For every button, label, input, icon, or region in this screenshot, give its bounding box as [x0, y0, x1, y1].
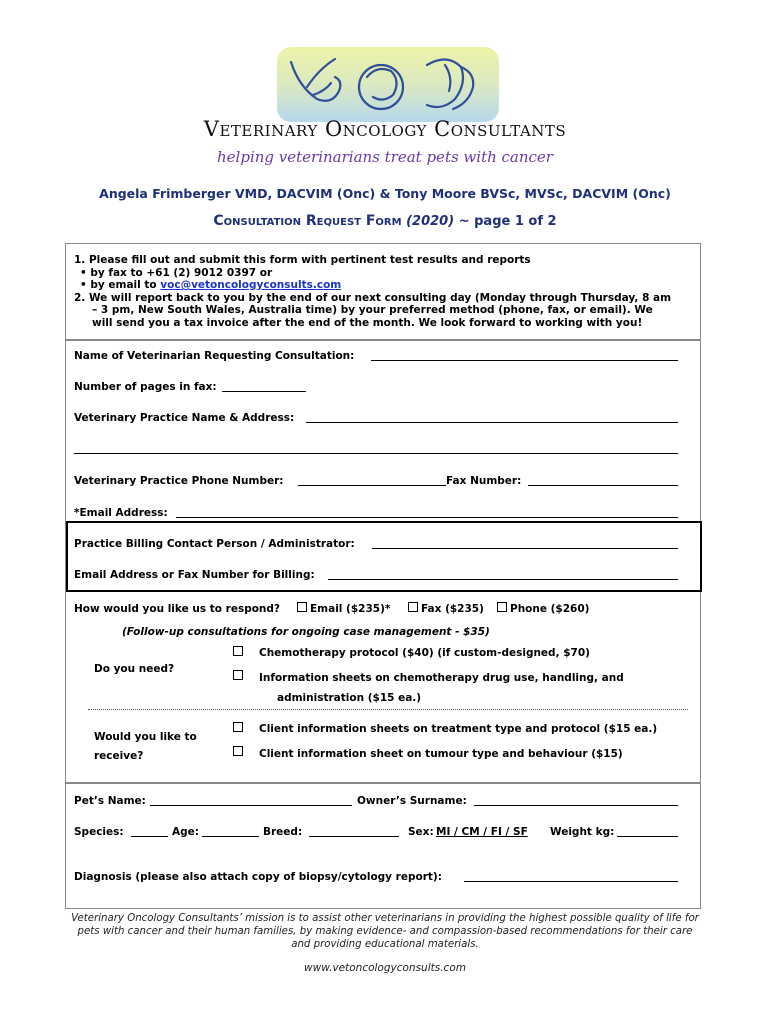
- weight-field[interactable]: [617, 836, 678, 837]
- mission-statement: Veterinary Oncology Consultants’ mission is to assist other veterinarians in providing the highest possible quality of life for pets with cancer and their human families, by making evidence- and compassion-based recommendations for their care and providing educational materials.: [71, 913, 699, 950]
- weight-label: Weight kg:: [550, 826, 615, 838]
- billing-box: [66, 521, 702, 592]
- receive-label-1: Would you like to: [94, 731, 197, 743]
- email-checkbox[interactable]: [297, 602, 307, 612]
- fax-label: Fax Number:: [446, 475, 522, 487]
- practice-label: Veterinary Practice Name & Address:: [74, 412, 295, 424]
- website-url[interactable]: www.vetoncologyconsults.com: [304, 962, 466, 974]
- fax-option: Fax ($235): [421, 603, 484, 615]
- instruction-1: 1. Please fill out and submit this form with pertinent test results and reports: [74, 254, 531, 266]
- pages-label: Number of pages in fax:: [74, 381, 217, 393]
- practice-field[interactable]: [306, 422, 678, 423]
- vet-name-label: Name of Veterinarian Requesting Consultation:: [74, 350, 355, 362]
- diagnosis-field[interactable]: [464, 881, 678, 882]
- billing-contact-label: Practice Billing Contact Person / Administrator:: [74, 538, 355, 550]
- client-treatment-checkbox[interactable]: [233, 722, 243, 732]
- tagline: helping veterinarians treat pets with cancer: [217, 148, 553, 166]
- phone-checkbox[interactable]: [497, 602, 507, 612]
- species-field[interactable]: [131, 836, 168, 837]
- billing-email-label: Email Address or Fax Number for Billing:: [74, 569, 315, 581]
- pages-field[interactable]: [222, 391, 306, 392]
- chemo-protocol-checkbox[interactable]: [233, 646, 243, 656]
- form-page: ~ page 1 of 2: [458, 214, 557, 229]
- brand-name: Veterinary Oncology Consultants: [203, 117, 567, 141]
- billing-email-field[interactable]: [328, 579, 678, 580]
- sex-label: Sex:: [408, 826, 434, 838]
- client-tumour-checkbox[interactable]: [233, 746, 243, 756]
- email-link[interactable]: voc@vetoncologyconsults.com: [160, 279, 342, 291]
- form-title-text: Consultation Request Form: [213, 213, 402, 229]
- instruction-fax: • by fax to +61 (2) 9012 0397 or: [80, 267, 273, 279]
- practice-field-2[interactable]: [74, 453, 678, 454]
- info-sheets-option: Information sheets on chemotherapy drug use, handling, and: [259, 672, 624, 684]
- vet-name-field[interactable]: [371, 360, 678, 361]
- receive-label-2: receive?: [94, 750, 144, 762]
- email-option: Email ($235)*: [310, 603, 391, 615]
- need-label: Do you need?: [94, 663, 175, 675]
- client-treatment-option: Client information sheets on treatment type and protocol ($15 ea.): [259, 723, 658, 735]
- email-label: *Email Address:: [74, 507, 168, 519]
- authors: Angela Frimberger VMD, DACVIM (Onc) & Tony Moore BVSc, MVSc, DACVIM (Onc): [99, 186, 671, 201]
- pet-name-field[interactable]: [150, 805, 352, 806]
- instruction-2: 2. We will report back to you by the end of our next consulting day (Monday through Thursday, 8 am: [74, 292, 672, 304]
- fax-checkbox[interactable]: [408, 602, 418, 612]
- instruction-email-prefix: • by email to: [80, 279, 161, 291]
- diagnosis-label: Diagnosis (please also attach copy of biopsy/cytology report):: [74, 871, 442, 883]
- age-label: Age:: [172, 826, 199, 838]
- respond-question: How would you like us to respond?: [74, 603, 281, 615]
- instruction-2c: will send you a tax invoice after the end of the month. We look forward to working with you!: [92, 317, 643, 329]
- section-divider: [88, 709, 688, 710]
- form-title: [0, 213, 770, 229]
- phone-field[interactable]: [298, 485, 446, 486]
- form-year: (2020): [406, 214, 455, 229]
- instruction-2b: – 3 pm, New South Wales, Australia time) by your preferred method (phone, fax, or email). We: [92, 304, 653, 316]
- pet-name-label: Pet’s Name:: [74, 795, 146, 807]
- owner-field[interactable]: [474, 805, 678, 806]
- phone-label: Veterinary Practice Phone Number:: [74, 475, 284, 487]
- sex-options[interactable]: MI / CM / FI / SF: [436, 826, 528, 838]
- email-field[interactable]: [176, 517, 678, 518]
- instruction-email: [80, 279, 341, 291]
- info-sheets-checkbox[interactable]: [233, 670, 243, 680]
- followup-note: (Follow-up consultations for ongoing case management - $35): [122, 626, 490, 638]
- age-field[interactable]: [202, 836, 259, 837]
- client-tumour-option: Client information sheet on tumour type and behaviour ($15): [259, 748, 623, 760]
- phone-option: Phone ($260): [510, 603, 590, 615]
- breed-label: Breed:: [263, 826, 303, 838]
- info-sheets-option-cont: administration ($15 ea.): [277, 692, 422, 704]
- species-label: Species:: [74, 826, 124, 838]
- owner-label: Owner’s Surname:: [357, 795, 467, 807]
- logo: [277, 47, 499, 122]
- fax-field[interactable]: [528, 485, 678, 486]
- breed-field[interactable]: [309, 836, 399, 837]
- billing-contact-field[interactable]: [372, 548, 678, 549]
- chemo-protocol-option: Chemotherapy protocol ($40) (if custom-designed, $70): [259, 647, 590, 659]
